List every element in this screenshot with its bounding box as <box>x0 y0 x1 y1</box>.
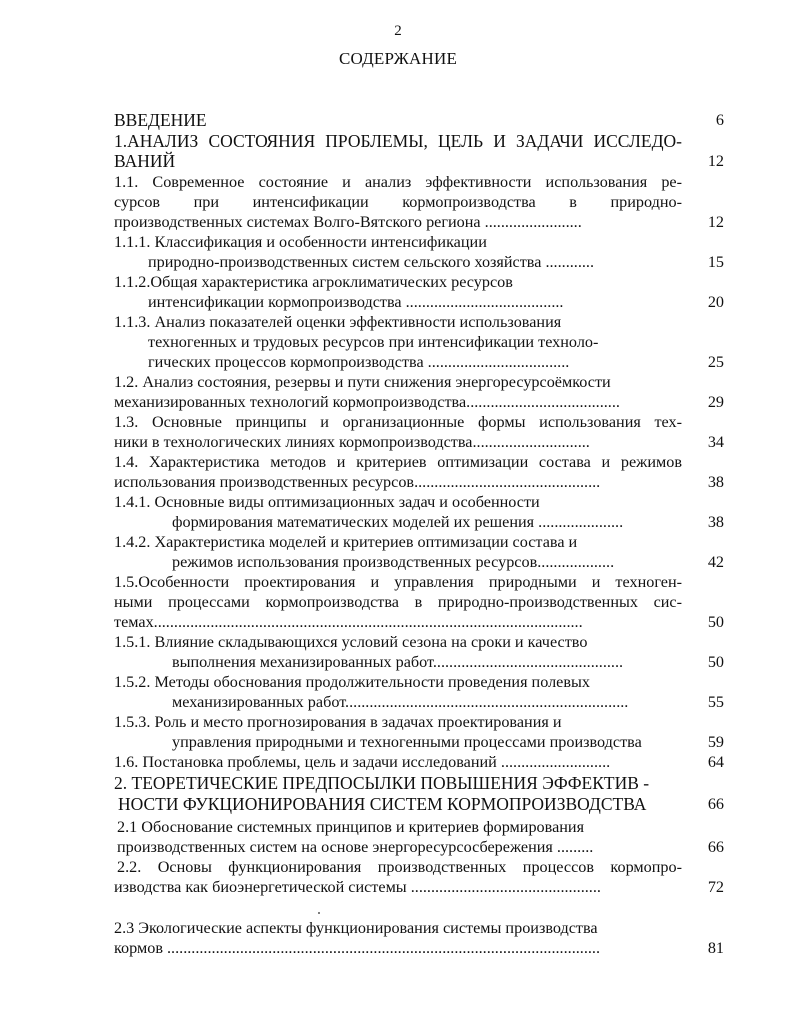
toc-entry-text: производственных систем на основе энергоресурсосбережения ......... <box>117 838 594 856</box>
toc-entry-text: 1.1.3. Анализ показателей оценки эффективности использования <box>114 313 562 331</box>
toc-entry-text: производственных системах Волго-Вятского региона ........................ <box>114 213 582 231</box>
toc-entry-page: 59 <box>707 733 724 751</box>
toc-entry-text: кормов ........................................................................................................... <box>114 939 601 957</box>
toc-entry-page: 12 <box>707 152 724 170</box>
toc-entry-text: механизированных технологий кормопроизводства...................................... <box>114 393 620 411</box>
toc-entry-page: 55 <box>707 693 724 711</box>
toc-entry-text: ники в технологических линиях кормопроизводства............................. <box>114 433 590 451</box>
toc-entry-text: 2.1 Обоснование системных принципов и критериев формирования <box>117 818 585 836</box>
toc-entry-text: 1.5.3. Роль и место прогнозирования в задачах проектирования и <box>114 713 562 731</box>
toc-entry-page: 64 <box>707 753 724 771</box>
toc-entry-text: 1.3. Основные принципы и организационные формы использования тех- <box>114 413 682 431</box>
toc-entry-page: 12 <box>707 213 724 231</box>
toc-entry-page: 50 <box>707 653 724 671</box>
toc-entry-text: 1.1.2.Общая характеристика агроклиматических ресурсов <box>114 273 513 291</box>
scan-speck <box>318 912 320 914</box>
toc-entry-page: 29 <box>707 393 724 411</box>
toc-entry-text: изводства как биоэнергетической системы ............................................... <box>114 878 601 896</box>
page-number: 2 <box>394 23 402 39</box>
toc-entry-text: 1.5.1. Влияние складывающихся условий сезона на сроки и качество <box>114 633 588 651</box>
toc-entry-text: 1.4.2. Характеристика моделей и критериев оптимизации состава и <box>114 533 578 551</box>
toc-entry-page: 50 <box>707 613 724 631</box>
toc-entry-text: ВАНИЙ <box>114 151 176 171</box>
toc-entry-text: 2.3 Экологические аспекты функционирования системы производства <box>114 919 598 937</box>
toc-entry-text: 1.4.1. Основные виды оптимизационных задач и особенности <box>114 493 540 511</box>
toc-entry-text: использования производственных ресурсов.............................................. <box>114 473 601 491</box>
toc-entry-page: 66 <box>707 838 724 856</box>
toc-entry-text: 1.АНАЛИЗ СОСТОЯНИЯ ПРОБЛЕМЫ, ЦЕЛЬ И ЗАДАЧИ ИССЛЕДО- <box>114 131 682 151</box>
toc-entry-page: 72 <box>707 878 724 896</box>
toc-entry-page: 25 <box>707 353 724 371</box>
toc-entry-text: сурсов при интенсификации кормопроизводства в природно- <box>114 193 682 211</box>
toc-entry-text: НОСТИ ФУКЦИОНИРОВАНИЯ СИСТЕМ КОРМОПРОИЗВОДСТВА <box>118 794 647 814</box>
toc-entry-page: 20 <box>707 293 724 311</box>
toc-entry-text: темах.......................................................................................................... <box>114 613 583 631</box>
toc-entry-page: 42 <box>707 553 724 571</box>
toc-entry-page: 81 <box>707 939 724 957</box>
toc-entry-text: 2.2. Основы функционирования производственных процессов кормопро- <box>117 858 682 876</box>
toc-entry-page: 38 <box>707 473 724 491</box>
toc-entry-text: 2. ТЕОРЕТИЧЕСКИЕ ПРЕДПОСЫЛКИ ПОВЫШЕНИЯ ЭФФЕКТИВ - <box>114 773 650 793</box>
toc-title: СОДЕРЖАНИЕ <box>338 49 458 68</box>
toc-entry-text: управления природными и техногенными процессами производства <box>172 733 642 751</box>
toc-entry-page: 6 <box>715 111 724 129</box>
toc-entry-text: механизированных работ...................................................................... <box>172 693 629 711</box>
toc-entry-text: ВВЕДЕНИЕ <box>114 110 207 130</box>
toc-entry-text: выполнения механизированных работ............................................... <box>172 653 624 671</box>
toc-entry-text: природно-производственных систем сельского хозяйства ............ <box>148 253 595 271</box>
toc-entry-page: 38 <box>707 513 724 531</box>
toc-entry-text: 1.1.1. Классификация и особенности интенсификации <box>114 233 487 251</box>
toc-entry-text: 1.4. Характеристика методов и критериев оптимизации состава и режимов <box>114 453 682 471</box>
toc-entry-text: формирования математических моделей их решения ..................... <box>172 513 624 531</box>
toc-entry-page: 66 <box>707 795 724 813</box>
toc-entry-text: 1.5.2. Методы обоснования продолжительности проведения полевых <box>114 673 590 691</box>
toc-entry-text: гических процессов кормопроизводства ................................... <box>148 353 570 371</box>
toc-entry-text: техногенных и трудовых ресурсов при интенсификации техноло- <box>148 333 599 351</box>
toc-entry-page: 15 <box>707 253 724 271</box>
toc-entry-text: 1.6. Постановка проблемы, цель и задачи исследований ........................... <box>114 753 611 771</box>
toc-entry-text: 1.5.Особенности проектирования и управления природными и техноген- <box>114 573 682 591</box>
toc-entry-text: режимов использования производственных ресурсов................... <box>172 553 615 571</box>
toc-entry-page: 34 <box>707 433 724 451</box>
toc-entry-text: ными процессами кормопроизводства в природно-производственных сис- <box>114 593 682 611</box>
toc-entry-text: интенсификации кормопроизводства ....................................... <box>148 293 564 311</box>
toc-entry-text: 1.1. Современное состояние и анализ эффективности использования ре- <box>114 173 682 191</box>
toc-entry-text: 1.2. Анализ состояния, резервы и пути снижения энергоресурсоёмкости <box>114 373 611 391</box>
